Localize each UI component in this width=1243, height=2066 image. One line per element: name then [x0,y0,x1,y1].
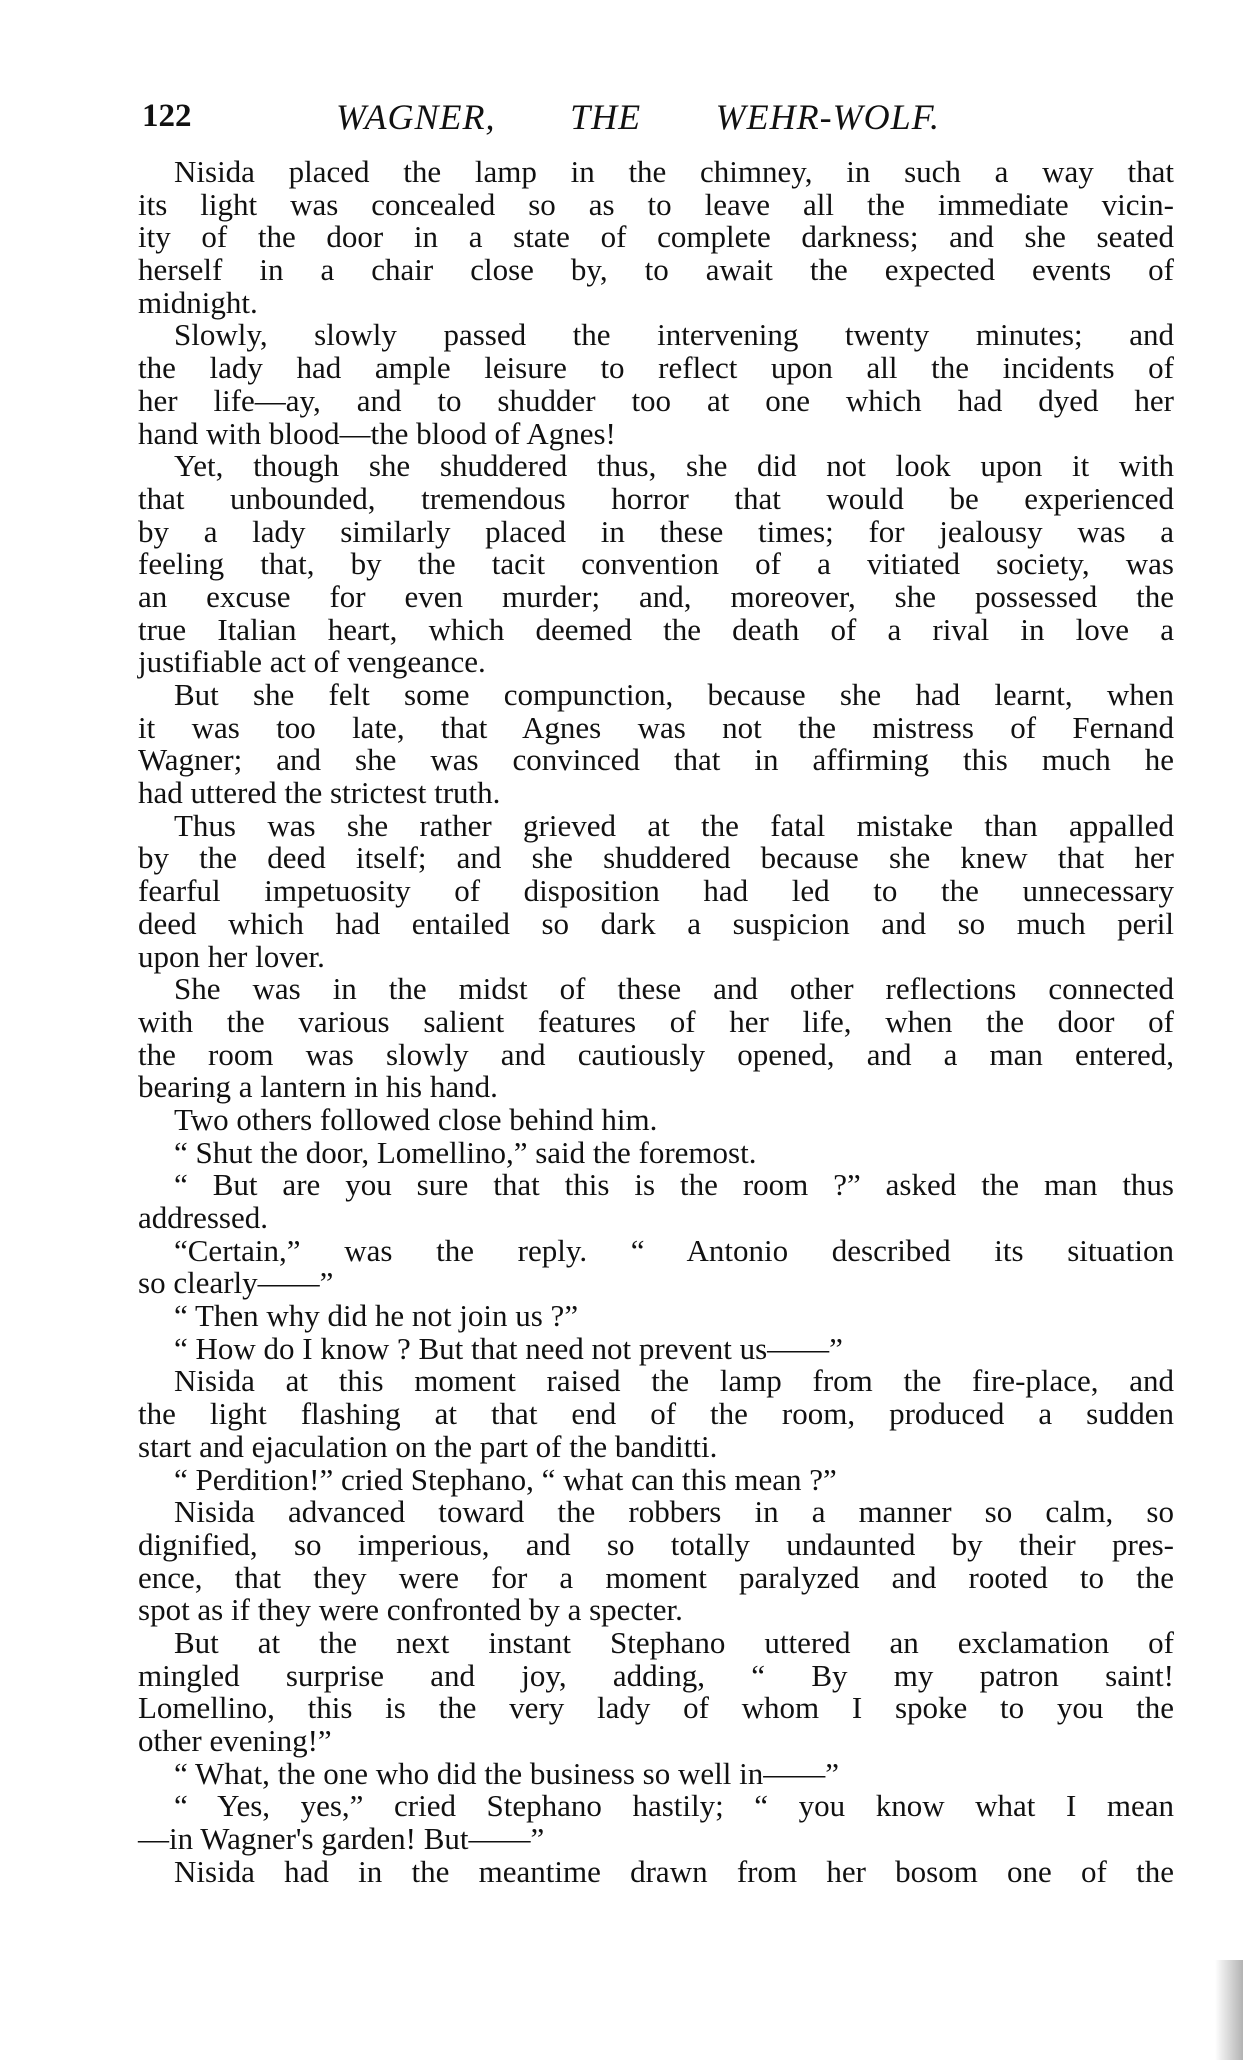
paragraph-line: her life—ay, and to shudder too at one which had dyed her [138,382,1174,418]
paragraph-first-line: Nisida placed the lamp in the chimney, in such a way that [174,154,1174,189]
paragraph-first-line: “ Shut the door, Lomellino,” said the foremost. [174,1134,757,1170]
paragraph-first-line: “ Perdition!” cried Stephano, “ what can this mean ?” [174,1461,837,1497]
paragraph-first-line: Nisida advanced toward the robbers in a manner so calm, so [174,1494,1174,1530]
paragraph-line: its light was concealed so as to leave all the immediate vicin- [138,186,1174,222]
paragraph-line: deed which had entailed so dark a suspicion and so much peril [138,905,1174,941]
paragraph-first-line: “ What, the one who did the business so well in——” [174,1755,839,1791]
paragraph-first-line: “ Yes, yes,” cried Stephano hastily; “ you know what I mean [174,1788,1174,1824]
paragraph-first-line: She was in the midst of these and other reflections connected [174,971,1174,1007]
paragraph-first-line: “ But are you sure that this is the room ?” asked the man thus [174,1167,1174,1203]
paragraph-line: fearful impetuosity of disposition had led to the unnecessary [138,873,1174,909]
paragraph-first-line: But at the next instant Stephano uttered an exclamation of [174,1624,1174,1660]
paragraph-line: ity of the door in a state of complete darkness; and she seated [138,219,1174,255]
paragraph-first-line: Nisida at this moment raised the lamp from the fire-place, and [174,1363,1174,1399]
paragraph-line: hand with blood—the blood of Agnes! [138,415,616,451]
paragraph-line: upon her lover. [138,938,325,974]
paragraph-line: other evening!” [138,1723,332,1758]
paragraph-line: had uttered the strictest truth. [138,775,501,811]
paragraph-first-line: “ Then why did he not join us ?” [174,1298,579,1334]
paragraph-line: feeling that, by the tacit convention of a vitiated society, was [138,546,1174,582]
paragraph-line: the room was slowly and cautiously opened, and a man entered, [138,1036,1174,1072]
paragraph-line: addressed. [138,1200,268,1235]
paragraph-line: by the deed itself; and she shuddered because she knew that her [138,840,1174,876]
paragraph-first-line: Two others followed close behind him. [174,1101,658,1137]
paragraph-line: spot as if they were confronted by a specter. [138,1592,683,1628]
paragraph-first-line: Slowly, slowly passed the intervening twenty minutes; and [174,317,1174,353]
paragraph-first-line: Yet, though she shuddered thus, she did not look upon it with [174,448,1174,484]
paragraph-first-line: But she felt some compunction, because she had learnt, when [174,677,1174,712]
paragraph-line: herself in a chair close by, to await the expected events of [138,252,1174,288]
paragraph-line: —in Wagner's garden! But——” [138,1821,545,1857]
page-number: 122 [142,98,192,134]
paragraph-line: an excuse for even murder; and, moreover, she possessed the [138,578,1174,614]
paragraph-line: that unbounded, tremendous horror that would be experienced [138,480,1174,516]
print-blemish [1215,1960,1243,2060]
paragraph-line: ence, that they were for a moment paralyzed and rooted to the [138,1559,1174,1595]
paragraph-first-line: Thus was she rather grieved at the fatal mistake than appalled [174,807,1174,843]
paragraph-line: true Italian heart, which deemed the death of a rival in love a [138,611,1174,647]
paragraph-line: Wagner; and she was convinced that in affirming this much he [138,742,1174,778]
paragraph-line: midnight. [138,284,258,320]
paragraph-line: Lomellino, this is the very lady of whom I spoke to you the [138,1690,1174,1726]
running-title: WAGNER, THE WEHR-WOLF. [336,97,940,137]
paragraph-line: with the various salient features of her life, when the door of [138,1003,1174,1039]
paragraph-line: mingled surprise and joy, adding, “ By my patron saint! [138,1657,1174,1693]
paragraph-line: bearing a lantern in his hand. [138,1069,498,1105]
paragraph-first-line: “Certain,” was the reply. “ Antonio described its situation [174,1232,1174,1268]
paragraph-first-line: Nisida had in the meantime drawn from her bosom one of the [174,1853,1174,1889]
paragraph-line: by a lady similarly placed in these times; for jealousy was a [138,513,1174,549]
paragraph-line: so clearly——” [138,1265,334,1301]
paragraph-first-line: “ How do I know ? But that need not prevent us——” [174,1330,843,1366]
paragraph-line: start and ejaculation on the part of the banditti. [138,1428,718,1464]
paragraph-line: the light flashing at that end of the room, produced a sudden [138,1396,1174,1432]
body-text [138,156,1174,1888]
paragraph-line: it was too late, that Agnes was not the mistress of Fernand [138,709,1174,745]
paragraph-line: dignified, so imperious, and so totally undaunted by their pres- [138,1526,1174,1562]
paragraph-line: justifiable act of vengeance. [138,644,486,680]
paragraph-line: the lady had ample leisure to reflect upon all the incidents of [138,350,1174,386]
